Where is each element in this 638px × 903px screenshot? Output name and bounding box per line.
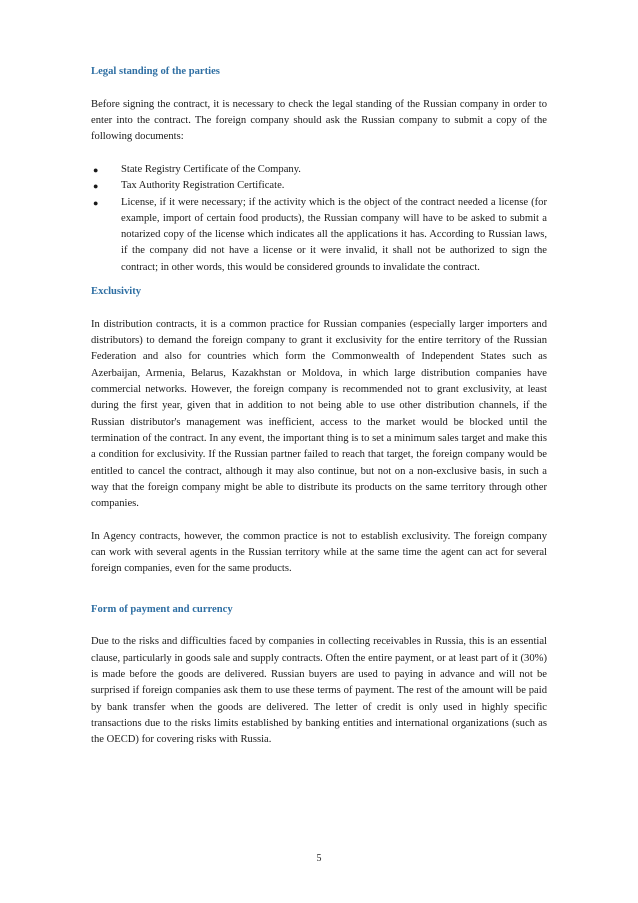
document-page	[91, 64, 547, 765]
bullet-icon: ●	[93, 197, 99, 208]
bullet-icon: ●	[93, 181, 99, 192]
section-exclusivity	[91, 284, 547, 578]
paragraph: In Agency contracts, however, the common practice is not to establish exclusivity. The foreign company can work with several agents in the Russian territory while at the same time the agent can act for several foreign companies, even for the same products.	[91, 530, 547, 575]
paragraph: Due to the risks and difficulties faced by companies in collecting receivables in Russia, this is an essential clause, particularly in goods sale and supply contracts. Often the entire payment, or at least part of it (30%) is made before the goods are delivered. Russian buyers are used to paying in advance and will not be surprised if foreign companies ask them to use these terms of payment. The rest of the amount will be paid by bank transfer when the goods are delivered. The letter of credit is only used in highly specific transactions due to the risks limits established by banking entities and international organizations (such as the OECD) for covering risks with Russia.	[91, 636, 547, 746]
paragraph: Before signing the contract, it is necessary to check the legal standing of the Russian company in order to enter into the contract. The foreign company should ask the Russian company to submit a copy of the following documents:	[91, 98, 547, 143]
section-heading: Exclusivity	[91, 286, 142, 298]
list-item	[91, 178, 547, 194]
list-item-text: State Registry Certificate of the Company.	[121, 163, 301, 175]
page-number: 5	[316, 853, 322, 864]
bullet-list	[91, 162, 547, 276]
section-heading: Legal standing of the parties	[91, 66, 220, 77]
section-heading: Form of payment and currency	[91, 603, 233, 615]
paragraph: In distribution contracts, it is a common practice for Russian companies (especially larger importers and distributors) to demand the foreign company to grant it exclusivity for the entire territory of the Russian Federation and also for countries which form the Commonwealth of Independent States such as Azerbaijan, Armenia, Belarus, Kazakhstan or Moldova, in which large distribution companies have commercial networks. However, the foreign company is recommended not to grant exclusivity, at least during the first year, given that in addition to not being able to use other distribution channels, if the Russian distributor's management was inefficient, access to the market would be blocked until the termination of the contract. In any event, the important thing is to set a minimum sales target and make this a condition for exclusivity. If the Russian partner failed to reach that target, the foreign company would be entitled to cancel the contract, although it may also continue, but not on a non-exclusive basis, in such a way that the foreign company might be able to distribute its products on the same territory through other companies.	[91, 318, 547, 510]
list-item	[91, 162, 547, 178]
list-item-text: License, if it were necessary; if the activity which is the object of the contract needed a license (for example, import of certain food products), the Russian company will have to be asked to submit a notarized copy of the license which indicates all the applications it has. According to Russian laws, if the company did not have a license or it were invalid, it shall not be authorized to sign the contract; in other words, this would be considered grounds to invalidate the contract.	[121, 196, 547, 273]
list-item	[91, 195, 547, 276]
bullet-icon: ●	[93, 164, 99, 175]
list-item-text: Tax Authority Registration Certificate.	[121, 180, 285, 192]
section-legal-standing	[91, 64, 547, 276]
section-payment	[91, 602, 547, 749]
